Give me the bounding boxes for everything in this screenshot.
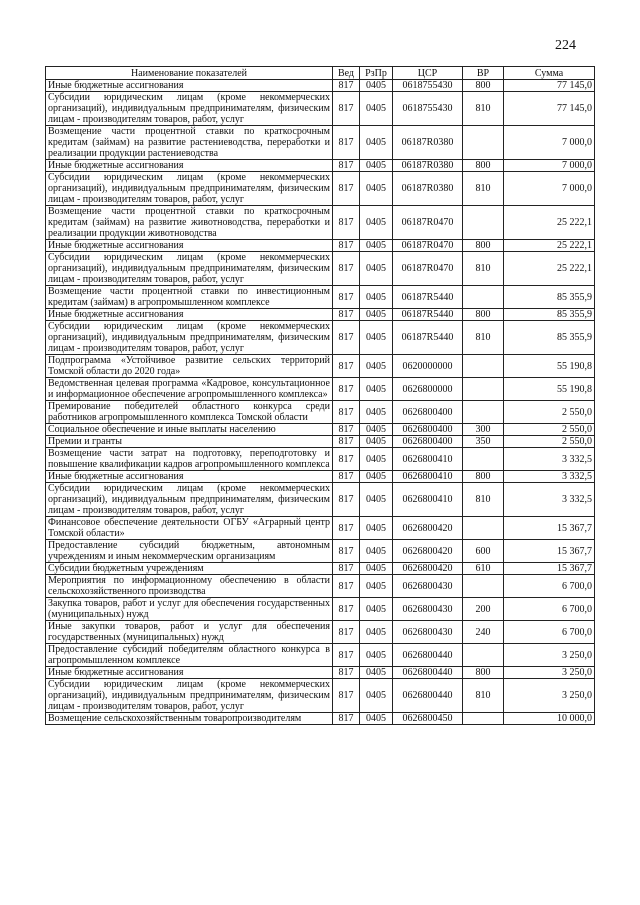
row-name-cell: Возмещение части процентной ставки по краткосрочным кредитам (займам) на развитие растениеводства, переработки и реализации продукции растениеводства	[46, 126, 333, 160]
row-rzpr-cell: 0405	[360, 92, 393, 126]
row-vr-cell: 800	[463, 160, 504, 172]
row-csr-cell: 06187R5440	[393, 309, 463, 321]
row-rzpr-cell: 0405	[360, 575, 393, 598]
row-rzpr-cell: 0405	[360, 160, 393, 172]
row-ved-cell: 817	[333, 713, 360, 725]
table-row	[46, 667, 595, 679]
table-row	[46, 92, 595, 126]
row-ved-cell: 817	[333, 621, 360, 644]
row-rzpr-cell: 0405	[360, 436, 393, 448]
row-vr-cell: 800	[463, 80, 504, 92]
row-vr-cell	[463, 517, 504, 540]
row-ved-cell: 817	[333, 355, 360, 378]
table-row	[46, 471, 595, 483]
row-name-cell: Иные бюджетные ассигнования	[46, 80, 333, 92]
row-ved-cell: 817	[333, 483, 360, 517]
row-name-cell: Иные бюджетные ассигнования	[46, 309, 333, 321]
row-sum-cell: 3 332,5	[504, 471, 595, 483]
row-sum-cell: 2 550,0	[504, 424, 595, 436]
row-ved-cell: 817	[333, 80, 360, 92]
row-ved-cell: 817	[333, 471, 360, 483]
row-name-cell: Премии и гранты	[46, 436, 333, 448]
row-csr-cell: 0626800440	[393, 679, 463, 713]
row-rzpr-cell: 0405	[360, 517, 393, 540]
row-rzpr-cell: 0405	[360, 621, 393, 644]
row-sum-cell: 6 700,0	[504, 598, 595, 621]
row-name-cell: Возмещение части процентной ставки по краткосрочным кредитам (займам) на развитие животноводства, переработки и реализации продукции животноводства	[46, 206, 333, 240]
row-vr-cell: 800	[463, 240, 504, 252]
row-ved-cell: 817	[333, 252, 360, 286]
row-name-cell: Субсидии юридическим лицам (кроме некоммерческих организаций), индивидуальным предпринимателям, физическим лицам - производителям товаров, работ, услуг	[46, 172, 333, 206]
row-name-cell: Подпрограмма «Устойчивое развитие сельских территорий Томской области до 2020 года»	[46, 355, 333, 378]
row-csr-cell: 0626800440	[393, 644, 463, 667]
row-rzpr-cell: 0405	[360, 321, 393, 355]
row-ved-cell: 817	[333, 563, 360, 575]
row-csr-cell: 0626800420	[393, 517, 463, 540]
row-name-cell: Социальное обеспечение и иные выплаты населению	[46, 424, 333, 436]
row-csr-cell: 06187R0380	[393, 160, 463, 172]
row-name-cell: Субсидии юридическим лицам (кроме некоммерческих организаций), индивидуальным предпринимателям, физическим лицам - производителям товаров, работ, услуг	[46, 679, 333, 713]
row-vr-cell	[463, 713, 504, 725]
table-row	[46, 644, 595, 667]
row-vr-cell: 800	[463, 309, 504, 321]
column-header-name: Наименование показателей	[46, 67, 333, 80]
row-name-cell: Премирование победителей областного конкурса среди работников агропромышленного комплекса Томской области	[46, 401, 333, 424]
row-csr-cell: 0626800000	[393, 378, 463, 401]
row-rzpr-cell: 0405	[360, 483, 393, 517]
row-ved-cell: 817	[333, 667, 360, 679]
row-vr-cell	[463, 286, 504, 309]
row-vr-cell	[463, 355, 504, 378]
row-vr-cell: 810	[463, 679, 504, 713]
table-body	[46, 80, 595, 725]
row-csr-cell: 0626800420	[393, 540, 463, 563]
row-rzpr-cell: 0405	[360, 667, 393, 679]
column-header-vr: ВР	[463, 67, 504, 80]
row-sum-cell: 85 355,9	[504, 286, 595, 309]
row-sum-cell: 15 367,7	[504, 517, 595, 540]
table-row	[46, 309, 595, 321]
row-name-cell: Субсидии юридическим лицам (кроме некоммерческих организаций), индивидуальным предпринимателям, физическим лицам - производителям товаров, работ, услуг	[46, 321, 333, 355]
row-sum-cell: 7 000,0	[504, 160, 595, 172]
row-vr-cell	[463, 644, 504, 667]
row-name-cell: Иные бюджетные ассигнования	[46, 471, 333, 483]
row-sum-cell: 77 145,0	[504, 80, 595, 92]
budget-table	[45, 66, 595, 725]
row-csr-cell: 0626800410	[393, 483, 463, 517]
row-ved-cell: 817	[333, 378, 360, 401]
row-sum-cell: 85 355,9	[504, 321, 595, 355]
row-ved-cell: 817	[333, 172, 360, 206]
table-row	[46, 160, 595, 172]
table-row	[46, 448, 595, 471]
row-rzpr-cell: 0405	[360, 252, 393, 286]
table-row	[46, 517, 595, 540]
row-name-cell: Иные закупки товаров, работ и услуг для обеспечения государственных (муниципальных) нужд	[46, 621, 333, 644]
row-vr-cell: 200	[463, 598, 504, 621]
row-ved-cell: 817	[333, 206, 360, 240]
row-rzpr-cell: 0405	[360, 240, 393, 252]
row-sum-cell: 55 190,8	[504, 378, 595, 401]
row-rzpr-cell: 0405	[360, 540, 393, 563]
row-sum-cell: 77 145,0	[504, 92, 595, 126]
row-csr-cell: 06187R0470	[393, 206, 463, 240]
row-vr-cell: 810	[463, 252, 504, 286]
row-rzpr-cell: 0405	[360, 448, 393, 471]
row-csr-cell: 06187R0470	[393, 252, 463, 286]
table-row	[46, 483, 595, 517]
table-row	[46, 436, 595, 448]
row-ved-cell: 817	[333, 575, 360, 598]
table-row	[46, 401, 595, 424]
row-vr-cell: 810	[463, 92, 504, 126]
row-sum-cell: 25 222,1	[504, 206, 595, 240]
row-rzpr-cell: 0405	[360, 563, 393, 575]
row-ved-cell: 817	[333, 644, 360, 667]
column-header-ved: Вед	[333, 67, 360, 80]
column-header-sum: Сумма	[504, 67, 595, 80]
table-row	[46, 575, 595, 598]
row-sum-cell: 3 250,0	[504, 667, 595, 679]
column-header-rzpr: РзПр	[360, 67, 393, 80]
row-csr-cell: 06187R0470	[393, 240, 463, 252]
row-name-cell: Предоставление субсидий бюджетным, автономным учреждениям и иным некоммерческим организациям	[46, 540, 333, 563]
row-sum-cell: 7 000,0	[504, 172, 595, 206]
row-csr-cell: 0626800450	[393, 713, 463, 725]
row-csr-cell: 0626800430	[393, 598, 463, 621]
row-rzpr-cell: 0405	[360, 401, 393, 424]
row-csr-cell: 0618755430	[393, 80, 463, 92]
row-rzpr-cell: 0405	[360, 172, 393, 206]
page-number: 224	[555, 38, 576, 53]
row-vr-cell: 600	[463, 540, 504, 563]
row-name-cell: Закупка товаров, работ и услуг для обеспечения государственных (муниципальных) нужд	[46, 598, 333, 621]
row-sum-cell: 3 332,5	[504, 448, 595, 471]
row-sum-cell: 3 332,5	[504, 483, 595, 517]
row-csr-cell: 06187R0380	[393, 172, 463, 206]
row-csr-cell: 06187R5440	[393, 321, 463, 355]
table-row	[46, 563, 595, 575]
row-csr-cell: 0626800400	[393, 436, 463, 448]
row-ved-cell: 817	[333, 598, 360, 621]
table-row	[46, 424, 595, 436]
row-name-cell: Иные бюджетные ассигнования	[46, 160, 333, 172]
row-csr-cell: 0626800440	[393, 667, 463, 679]
row-ved-cell: 817	[333, 540, 360, 563]
row-rzpr-cell: 0405	[360, 286, 393, 309]
row-ved-cell: 817	[333, 126, 360, 160]
row-sum-cell: 25 222,1	[504, 240, 595, 252]
row-sum-cell: 6 700,0	[504, 621, 595, 644]
row-rzpr-cell: 0405	[360, 309, 393, 321]
row-vr-cell: 610	[463, 563, 504, 575]
row-sum-cell: 2 550,0	[504, 401, 595, 424]
row-vr-cell: 810	[463, 483, 504, 517]
row-name-cell: Ведомственная целевая программа «Кадровое, консультационное и информационное обеспечение агропромышленного комплекса»	[46, 378, 333, 401]
row-rzpr-cell: 0405	[360, 206, 393, 240]
row-rzpr-cell: 0405	[360, 713, 393, 725]
table-row	[46, 240, 595, 252]
table-row	[46, 252, 595, 286]
row-sum-cell: 15 367,7	[504, 540, 595, 563]
row-name-cell: Субсидии юридическим лицам (кроме некоммерческих организаций), индивидуальным предпринимателям, физическим лицам - производителям товаров, работ, услуг	[46, 92, 333, 126]
row-rzpr-cell: 0405	[360, 471, 393, 483]
row-vr-cell	[463, 401, 504, 424]
row-sum-cell: 55 190,8	[504, 355, 595, 378]
row-vr-cell: 810	[463, 321, 504, 355]
row-ved-cell: 817	[333, 448, 360, 471]
row-vr-cell: 810	[463, 172, 504, 206]
row-ved-cell: 817	[333, 517, 360, 540]
row-csr-cell: 0626800410	[393, 471, 463, 483]
table-header-row	[46, 67, 595, 80]
row-rzpr-cell: 0405	[360, 424, 393, 436]
column-header-csr: ЦСР	[393, 67, 463, 80]
table-row	[46, 355, 595, 378]
row-ved-cell: 817	[333, 286, 360, 309]
table-row	[46, 206, 595, 240]
row-rzpr-cell: 0405	[360, 80, 393, 92]
row-ved-cell: 817	[333, 401, 360, 424]
row-name-cell: Субсидии юридическим лицам (кроме некоммерческих организаций), индивидуальным предпринимателям, физическим лицам - производителям товаров, работ, услуг	[46, 483, 333, 517]
row-csr-cell: 0626800420	[393, 563, 463, 575]
row-csr-cell: 0626800430	[393, 621, 463, 644]
row-rzpr-cell: 0405	[360, 679, 393, 713]
row-sum-cell: 85 355,9	[504, 309, 595, 321]
row-rzpr-cell: 0405	[360, 355, 393, 378]
table-row	[46, 286, 595, 309]
row-vr-cell	[463, 206, 504, 240]
row-sum-cell: 25 222,1	[504, 252, 595, 286]
row-csr-cell: 0626800400	[393, 401, 463, 424]
table-row	[46, 80, 595, 92]
row-sum-cell: 3 250,0	[504, 679, 595, 713]
row-vr-cell: 350	[463, 436, 504, 448]
table-row	[46, 321, 595, 355]
row-vr-cell	[463, 126, 504, 160]
row-csr-cell: 0618755430	[393, 92, 463, 126]
row-ved-cell: 817	[333, 436, 360, 448]
row-vr-cell: 800	[463, 667, 504, 679]
row-ved-cell: 817	[333, 679, 360, 713]
row-ved-cell: 817	[333, 240, 360, 252]
row-csr-cell: 0620000000	[393, 355, 463, 378]
row-sum-cell: 2 550,0	[504, 436, 595, 448]
row-ved-cell: 817	[333, 321, 360, 355]
row-name-cell: Финансовое обеспечение деятельности ОГБУ «Аграрный центр Томской области»	[46, 517, 333, 540]
row-vr-cell	[463, 448, 504, 471]
table-row	[46, 172, 595, 206]
row-vr-cell	[463, 575, 504, 598]
row-name-cell: Субсидии бюджетным учреждениям	[46, 563, 333, 575]
row-name-cell: Субсидии юридическим лицам (кроме некоммерческих организаций), индивидуальным предпринимателям, физическим лицам - производителям товаров, работ, услуг	[46, 252, 333, 286]
table-row	[46, 126, 595, 160]
table-row	[46, 713, 595, 725]
row-name-cell: Предоставление субсидий победителям областного конкурса в агропромышленном комплексе	[46, 644, 333, 667]
row-sum-cell: 10 000,0	[504, 713, 595, 725]
row-csr-cell: 06187R0380	[393, 126, 463, 160]
table-row	[46, 540, 595, 563]
row-ved-cell: 817	[333, 424, 360, 436]
row-sum-cell: 15 367,7	[504, 563, 595, 575]
row-vr-cell: 300	[463, 424, 504, 436]
row-ved-cell: 817	[333, 92, 360, 126]
row-vr-cell: 800	[463, 471, 504, 483]
row-name-cell: Возмещение сельскохозяйственным товаропроизводителям	[46, 713, 333, 725]
table-row	[46, 679, 595, 713]
row-csr-cell: 0626800410	[393, 448, 463, 471]
row-name-cell: Возмещение части процентной ставки по инвестиционным кредитам (займам) в агропромышленном комплексе	[46, 286, 333, 309]
row-csr-cell: 0626800400	[393, 424, 463, 436]
row-name-cell: Иные бюджетные ассигнования	[46, 240, 333, 252]
row-name-cell: Мероприятия по информационному обеспечению в области сельскохозяйственного производства	[46, 575, 333, 598]
table-row	[46, 378, 595, 401]
row-ved-cell: 817	[333, 160, 360, 172]
row-rzpr-cell: 0405	[360, 644, 393, 667]
row-name-cell: Иные бюджетные ассигнования	[46, 667, 333, 679]
row-csr-cell: 0626800430	[393, 575, 463, 598]
row-vr-cell	[463, 378, 504, 401]
row-sum-cell: 3 250,0	[504, 644, 595, 667]
row-ved-cell: 817	[333, 309, 360, 321]
row-rzpr-cell: 0405	[360, 598, 393, 621]
row-sum-cell: 7 000,0	[504, 126, 595, 160]
row-rzpr-cell: 0405	[360, 126, 393, 160]
row-csr-cell: 06187R5440	[393, 286, 463, 309]
row-name-cell: Возмещение части затрат на подготовку, переподготовку и повышение квалификации кадров агропромышленного комплекса	[46, 448, 333, 471]
row-sum-cell: 6 700,0	[504, 575, 595, 598]
table-row	[46, 598, 595, 621]
row-rzpr-cell: 0405	[360, 378, 393, 401]
row-vr-cell: 240	[463, 621, 504, 644]
table-row	[46, 621, 595, 644]
